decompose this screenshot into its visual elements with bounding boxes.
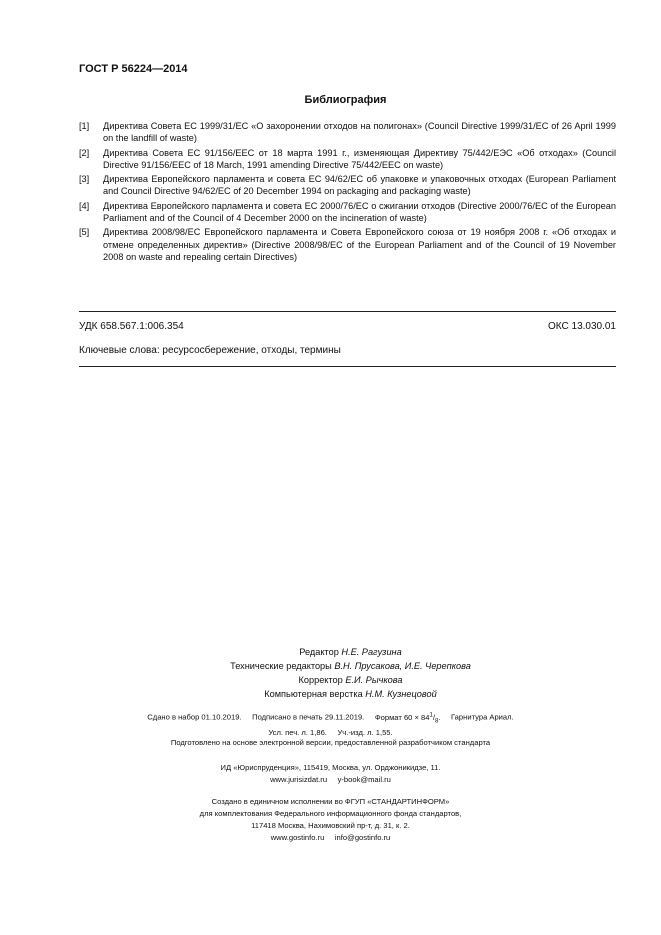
print-info-row bbox=[0, 709, 661, 727]
publisher-contacts bbox=[0, 774, 661, 786]
publisher-website[interactable]: www.jurisizdat.ru bbox=[270, 775, 328, 784]
credit-name: Е.И. Рычкова bbox=[345, 675, 403, 685]
top-divider bbox=[79, 311, 616, 312]
credit-technical-editors bbox=[0, 659, 661, 673]
credits-block bbox=[0, 645, 661, 701]
producer-line: для комплектования Федерального информационного фонда стандартов, bbox=[199, 809, 462, 818]
bibliography-item bbox=[79, 226, 616, 263]
print-format: Формат $60 \times 84^1/_8$. bbox=[374, 712, 441, 725]
bibliography-item-number: [3] bbox=[79, 174, 90, 185]
submitted-date: Сдано в набор 01.10.2019. bbox=[147, 712, 242, 722]
producer-address: 117418 Москва, Нахимовский пр-т, д. 31, к. 2. bbox=[251, 821, 410, 830]
keywords: Ключевые слова: ресурсосбережение, отходы, термины bbox=[79, 345, 341, 356]
bibliography-item bbox=[79, 173, 616, 198]
credit-role: Компьютерная верстка bbox=[264, 689, 363, 699]
credit-name: Н.М. Кузнецовой bbox=[365, 689, 437, 699]
publisher-address: ИД «Юриспруденция», 115419, Москва, ул. Орджоникидзе, 11. bbox=[220, 763, 441, 772]
document-code: ГОСТ Р 56224—2014 bbox=[79, 63, 188, 75]
bibliography-item bbox=[79, 120, 616, 145]
signed-date: Подписано в печать 29.11.2019. bbox=[252, 712, 365, 722]
bibliography-item-number: [2] bbox=[79, 147, 90, 158]
bibliography-list bbox=[79, 120, 616, 265]
publisher-email[interactable]: y-book@mail.ru bbox=[337, 775, 391, 784]
credit-role: Технические редакторы bbox=[230, 661, 332, 671]
prepared-note: Подготовлено на основе электронной версии, предоставленной разработчиком стандарта bbox=[170, 738, 491, 747]
credit-editor bbox=[0, 645, 661, 659]
bibliography-item-number: [1] bbox=[79, 121, 90, 131]
edition-sheets: Уч.-изд. л. 1,55. bbox=[337, 728, 393, 738]
credit-role: Редактор bbox=[299, 647, 339, 657]
publisher-info bbox=[0, 762, 661, 786]
bibliography-item-text: Директива Европейского парламента и совета ЕС 2000/76/ЕС о сжигании отходов (Directive 2000/76/EC of the European Parliament and of the Council of 4 December 2000 on the incineration of waste) bbox=[103, 200, 616, 224]
bibliography-item-text: Директива Совета ЕС 91/156/ЕЕС от 18 марта 1991 г., изменяющая Директиву 75/442/ЕЭС «Об отходах» (Council Directive 91/156/EEC of 18 March, 1991 amending Directive 75/442/EEC on waste) bbox=[103, 147, 616, 170]
bibliography-title: Библиография bbox=[304, 94, 387, 106]
credit-proofreader bbox=[0, 673, 661, 687]
producer-info bbox=[0, 796, 661, 844]
bibliography-item-text: Директива Совета ЕС 1999/31/ЕС «О захоронении отходов на полигонах» (Council Directive 1999/31/EC of 26 April 1999 on the landfill of waste) bbox=[103, 121, 616, 144]
credit-name: Н.Е. Рагузина bbox=[341, 647, 402, 657]
producer-website[interactable]: www.gostinfo.ru bbox=[270, 833, 325, 842]
print-info bbox=[0, 709, 661, 739]
producer-email[interactable]: info@gostinfo.ru bbox=[334, 833, 391, 842]
bibliography-item-text: Директива Европейского парламента и совета ЕС 94/62/ЕС об упаковке и упаковочных отходах (European Parliament and Council Directive 94/62/EC of 20 December 1994 on packaging and packaging waste) bbox=[103, 174, 616, 197]
bottom-divider bbox=[79, 366, 616, 367]
udc-code: УДК 658.567.1:006.354 bbox=[79, 321, 184, 332]
bibliography-item-number: [4] bbox=[79, 200, 90, 211]
bibliography-item-number: [5] bbox=[79, 227, 90, 238]
typeface: Гарнитура Ариал. bbox=[451, 712, 514, 722]
oks-code: ОКС 13.030.01 bbox=[548, 321, 616, 332]
bibliography-item bbox=[79, 200, 616, 225]
bibliography-item-text: Директива 2008/98/ЕС Европейского парламента и Совета Европейского союза от 19 ноября 2008 г. «Об отходах и отмене определенных директив» (Directive 2008/98/EC of the European Parliament and of the Council of 19 November 2008 on waste and repealing certain Directives) bbox=[103, 227, 616, 262]
credit-layout bbox=[0, 687, 661, 701]
credit-name: В.Н. Прусакова, И.Е. Черепкова bbox=[334, 661, 471, 671]
producer-line: Создано в единичном исполнении во ФГУП «СТАНДАРТИНФОРМ» bbox=[211, 797, 450, 806]
producer-contacts bbox=[0, 832, 661, 844]
print-sheets: Усл. печ. л. 1,86. bbox=[268, 728, 327, 738]
credit-role: Корректор bbox=[298, 675, 343, 685]
bibliography-item bbox=[79, 147, 616, 172]
